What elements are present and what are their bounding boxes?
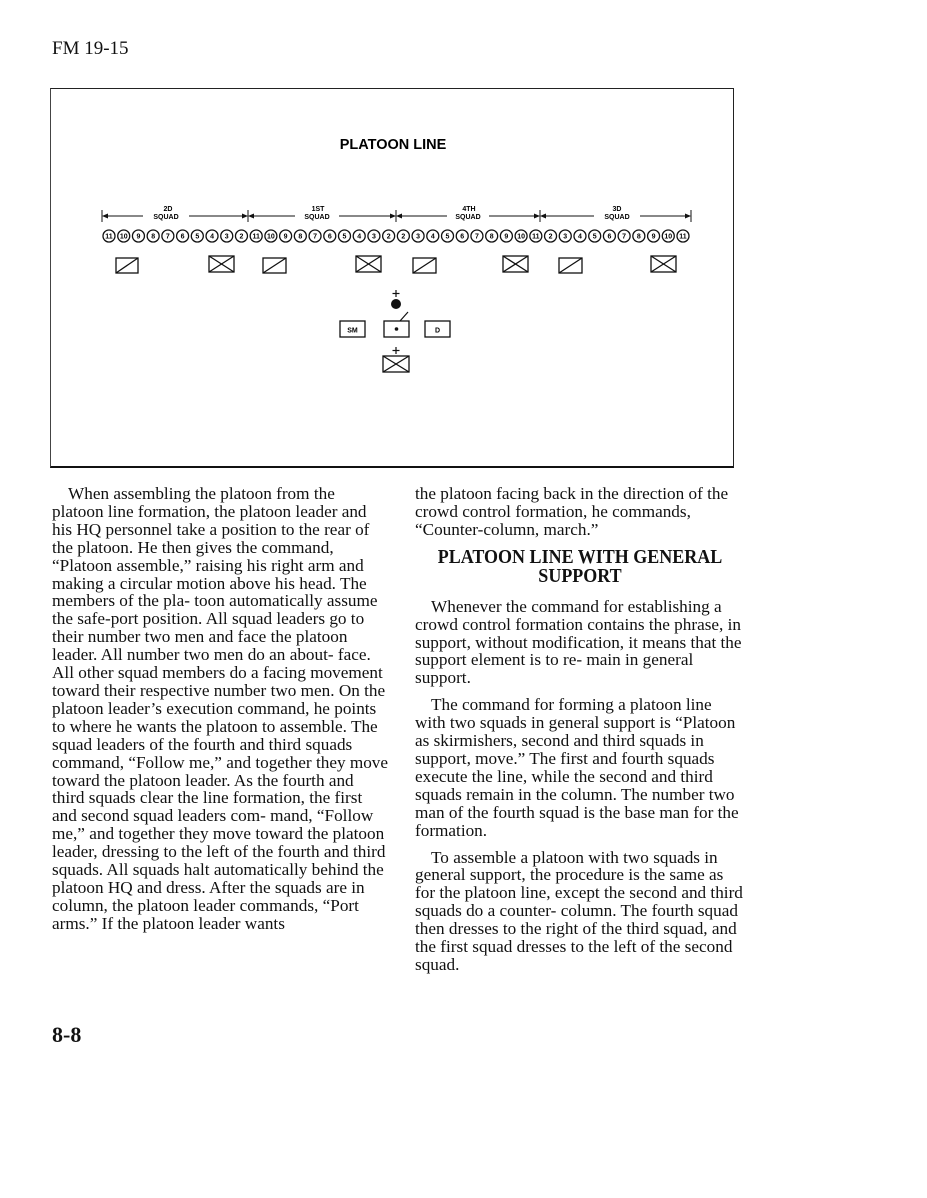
squad-member-36 [618, 230, 630, 242]
squad-member-38 [648, 230, 660, 242]
member-number: 2 [548, 233, 553, 241]
squad-4th-name: 4TH [462, 206, 476, 213]
platoon-leader-symbol [391, 290, 401, 309]
squad-member-18 [353, 230, 365, 242]
member-number: 10 [664, 233, 673, 241]
squad-member-37 [633, 230, 645, 242]
squad-leader-box-1 [209, 256, 234, 272]
squad-member-4 [147, 230, 159, 242]
squad-member-9 [221, 230, 233, 242]
squad-2d-name: 2D [163, 206, 173, 213]
member-number: 8 [636, 233, 641, 241]
squad-member-33 [574, 230, 586, 242]
member-number: 7 [165, 233, 170, 241]
member-number: 2 [239, 233, 244, 241]
member-number: 9 [651, 233, 656, 241]
member-number: 2 [386, 233, 391, 241]
leader-boxes [116, 256, 676, 273]
team-leader-box-3 [413, 258, 436, 273]
squad-member-25 [456, 230, 468, 242]
member-number: 10 [119, 233, 128, 241]
squad-1st-name: 1ST [311, 206, 325, 213]
member-number: 5 [342, 233, 347, 241]
squad-member-13 [280, 230, 292, 242]
platoon-line-diagram [51, 89, 735, 469]
manual-id: FM 19-15 [52, 38, 129, 59]
member-number: 4 [430, 233, 435, 241]
platoon-sergeant-symbol [383, 347, 409, 372]
member-number: 6 [460, 233, 465, 241]
squad-member-34 [589, 230, 601, 242]
squad-member-11 [250, 230, 262, 242]
member-number: 2 [401, 233, 406, 241]
page-number: 8-8 [52, 1022, 82, 1047]
right-column [415, 485, 745, 983]
member-number: 6 [607, 233, 612, 241]
d-label: D [434, 327, 441, 335]
squad-member-32 [559, 230, 571, 242]
squad-member-29 [515, 230, 527, 242]
member-number: 3 [371, 233, 376, 241]
member-number: 4 [578, 233, 582, 241]
member-number: 11 [679, 233, 687, 241]
continued-paragraph: the platoon facing back in the direction of the crowd control formation, he commands, “Counter-column, march.” [415, 484, 729, 539]
squad-2d-label: SQUAD [153, 214, 179, 221]
left-paragraph-1: When assembling the platoon from the platoon line formation, the platoon leader and his HQ personnel take a position to the rear of the platoon. He then gives the command, “Platoon assemble,” raising his right arm and making a circular motion above his head. The members of the pla- toon automatically assume the safe-port position. All squad leaders go to their number two men and face the platoon leader. All number two men do an about- face. All other squad members do a facing movement toward their respective number two men. On the platoon leader’s execution command, he points to where he wants the platoon to assemble. The squad leaders of the fourth and third squads command, “Follow me,” and together they move toward the platoon leader. As the fourth and third squads clear the line formation, the first and second squad leaders com- mand, “Follow me,” and together they move toward the platoon leader, dressing to the left of the fourth and third squads. All squads halt automatically behind the platoon HQ and dress. After the squads are in column, the platoon leader commands, “Port arms.” If the platoon leader wants [52, 484, 389, 933]
member-number: 4 [210, 233, 214, 241]
squad-member-40 [677, 230, 689, 242]
team-leader-box-1 [116, 258, 138, 273]
member-number: 8 [151, 233, 156, 241]
team-leader-box-4 [559, 258, 582, 273]
squad-member-19 [368, 230, 380, 242]
squad-member-21 [397, 230, 409, 242]
member-number: 10 [517, 233, 526, 241]
member-number: 5 [445, 233, 450, 241]
squad-4th-label: SQUAD [455, 214, 481, 221]
right-paragraph-3: To assemble a platoon with two squads in general support, the procedure is the same as for the platoon line, except the second and third squads do a counter- column. The fourth squad then dresses to the right of the third squad, and the first squad dresses to the left of the second squad. [415, 847, 743, 974]
squad-member-24 [442, 230, 454, 242]
squad-member-31 [545, 230, 557, 242]
squad-leader-box-2 [356, 256, 381, 272]
member-number: 4 [357, 233, 362, 241]
member-number: 7 [474, 233, 479, 241]
member-number: 8 [298, 233, 303, 241]
squad-member-6 [177, 230, 189, 242]
squad-member-22 [412, 230, 424, 242]
member-number: 7 [622, 233, 627, 241]
squad-1st-label: SQUAD [304, 214, 330, 221]
squad-3d-label: SQUAD [604, 214, 630, 221]
squad-member-12 [265, 230, 277, 242]
member-number: 3 [224, 233, 229, 241]
member-number: 11 [532, 233, 540, 241]
member-number: 9 [504, 233, 509, 241]
radio-operator-box [384, 312, 409, 337]
squad-member-2 [118, 230, 130, 242]
squad-member-3 [132, 230, 144, 242]
d-box [425, 321, 450, 337]
member-number: 5 [592, 233, 597, 241]
squad-member-14 [294, 230, 306, 242]
figure-title: PLATOON LINE [339, 137, 447, 153]
member-number: 9 [136, 233, 141, 241]
squad-leader-box-4 [651, 256, 676, 272]
squad-member-15 [309, 230, 321, 242]
squad-member-16 [324, 230, 336, 242]
sm-label: SM [347, 327, 358, 335]
member-number: 11 [252, 233, 260, 241]
member-number: 11 [105, 233, 113, 241]
squad-member-35 [603, 230, 615, 242]
member-number: 3 [563, 233, 568, 241]
member-number: 10 [266, 233, 275, 241]
squad-leader-box-3 [503, 256, 528, 272]
squad-3d-name: 3D [612, 206, 622, 213]
member-number: 6 [327, 233, 332, 241]
member-number: 7 [313, 233, 318, 241]
squad-member-8 [206, 230, 218, 242]
squad-member-20 [383, 230, 395, 242]
left-column [52, 485, 390, 942]
squad-member-30 [530, 230, 542, 242]
squad-member-10 [235, 230, 247, 242]
squad-member-row [103, 230, 689, 242]
sm-box [340, 321, 365, 337]
squad-member-27 [486, 230, 498, 242]
member-number: 5 [195, 233, 200, 241]
squad-member-7 [191, 230, 203, 242]
member-number: 9 [283, 233, 288, 241]
member-number: 8 [489, 233, 494, 241]
squad-member-17 [338, 230, 350, 242]
member-number: 6 [180, 233, 185, 241]
right-paragraph-2: The command for forming a platoon line with two squads in general support is “Platoon as skirmishers, second and third squads in support, move.” The first and fourth squads execute the line, while the second and third squads remain in the column. The number two man of the fourth squad is the base man for the formation. [415, 695, 739, 840]
section-heading: PLATOON LINE WITH GENERAL SUPPORT [437, 545, 723, 587]
squad-member-5 [162, 230, 174, 242]
member-number: 3 [416, 233, 421, 241]
team-leader-box-2 [263, 258, 286, 273]
squad-member-39 [662, 230, 674, 242]
platoon-line-figure [50, 88, 734, 468]
squad-member-26 [471, 230, 483, 242]
squad-member-28 [500, 230, 512, 242]
squad-member-1 [103, 230, 115, 242]
right-paragraph-1: Whenever the command for establishing a crowd control formation contains the phrase, in support, without modification, it means that the support element is to re- main in general support. [415, 596, 742, 688]
squad-member-23 [427, 230, 439, 242]
